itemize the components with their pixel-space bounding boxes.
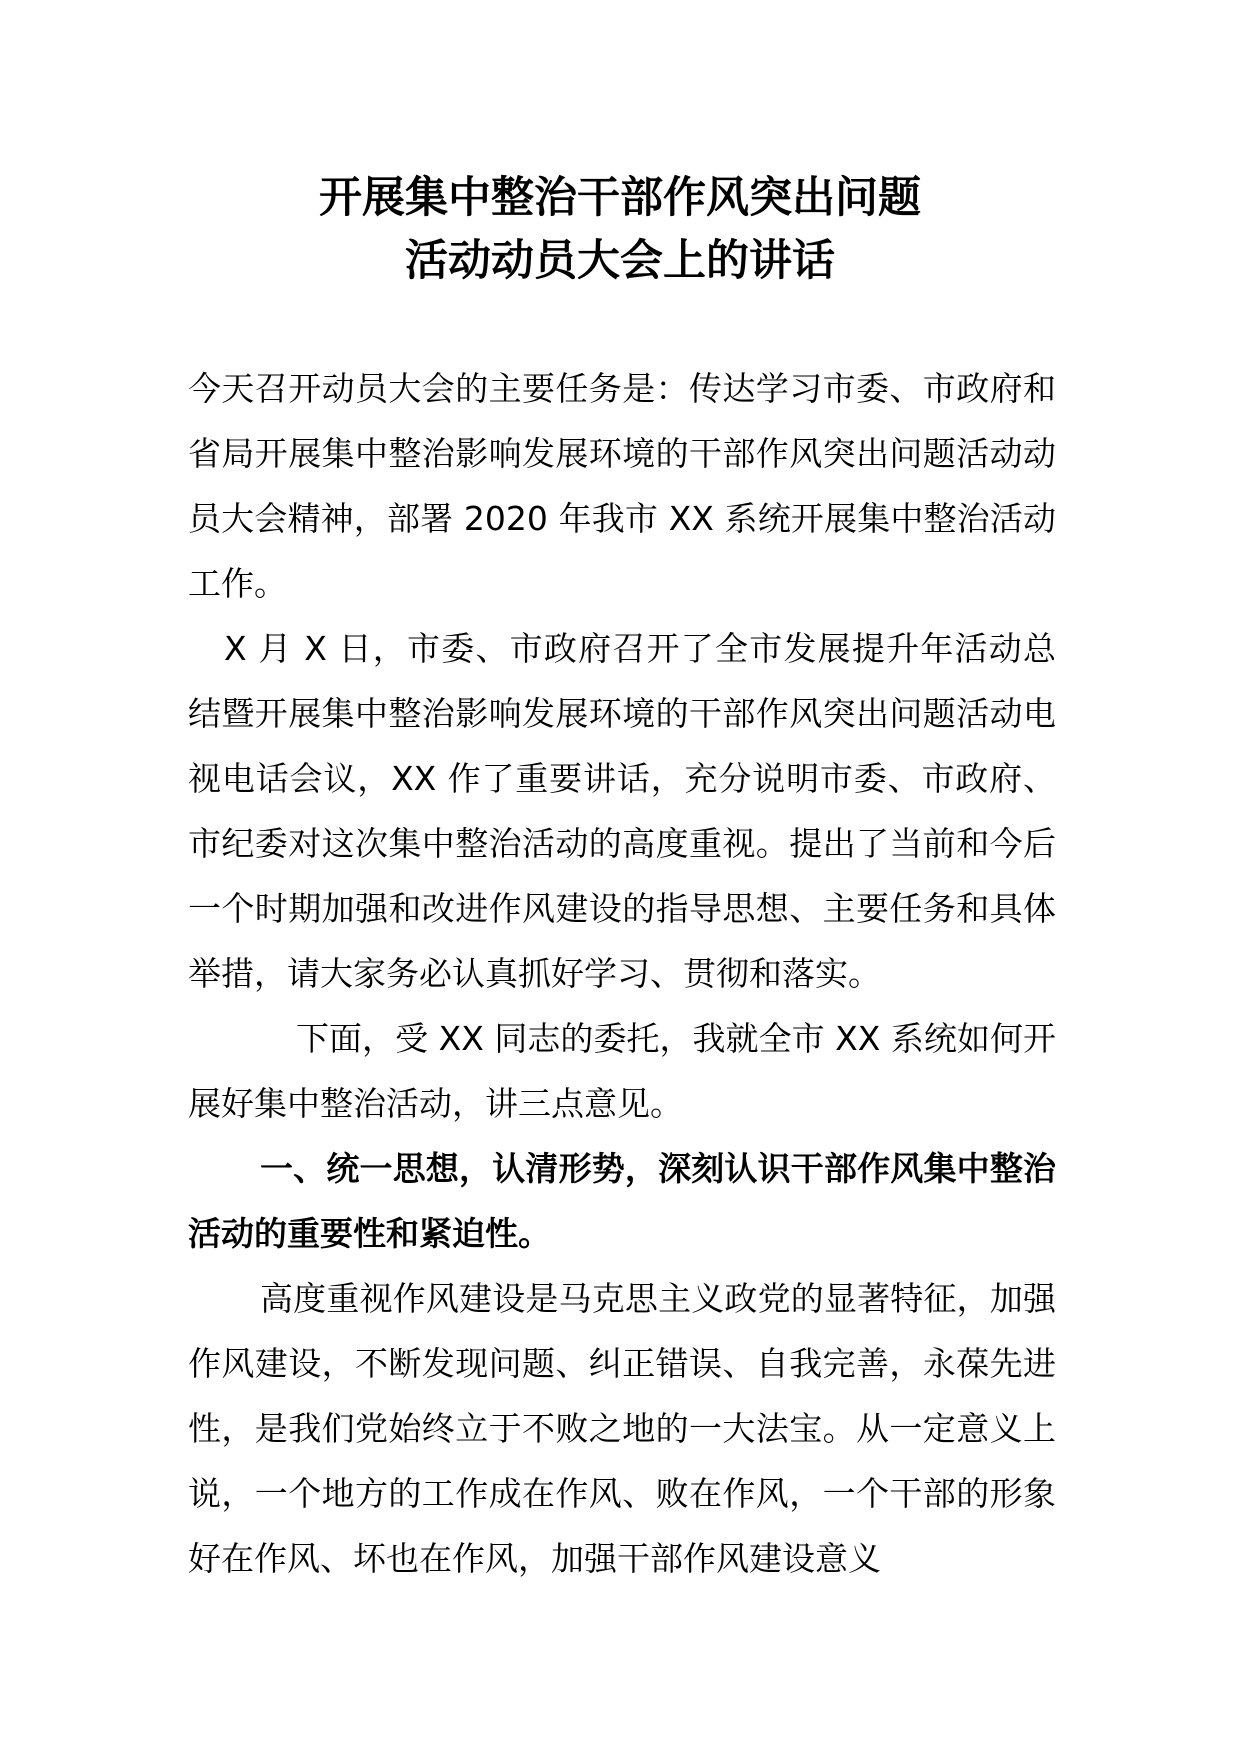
document-title-line-2: 活动动员大会上的讲话 [405,236,835,286]
paragraph-1: 今天召开动员大会的主要任务是：传达学习市委、市政府和省局开展集中整治影响发展环境的干部作风突出问题活动动员大会精神，部署 2020 年我市 XX 系统开展集中整治活动工作。 [188,369,1056,603]
paragraph-4: 高度重视作风建设是马克思主义政党的显著特征，加强作风建设，不断发现问题、纠正错误、自我完善，永葆先进性，是我们党始终立于不败之地的一大法宝。从一定意义上说，一个地方的工作成在作风、败在作风，一个干部的形象好在作风、坏也在作风，加强干部作风建设意义 [188,1279,1056,1578]
paragraph-2: X 月 X 日，市委、市政府召开了全市发展提升年活动总结暨开展集中整治影响发展环境的干部作风突出问题活动电视电话会议，XX 作了重要讲话，充分说明市委、市政府、市纪委对这次集中整治活动的高度重视。提出了当前和今后一个时期加强和改进作风建设的指导思想、主要任务和具体举措，请大家务必认真抓好学习、贯彻和落实。 [188,629,1056,993]
document-title-line-1: 开展集中整治干部作风突出问题 [319,173,921,223]
section-heading-1: 一、统一思想，认清形势，深刻认识干部作风集中整治活动的重要性和紧迫性。 [188,1149,1056,1253]
paragraph-3: 下面，受 XX 同志的委托，我就全市 XX 系统如何开展好集中整治活动，讲三点意见。 [188,1019,1056,1123]
document-body [188,356,1056,1591]
